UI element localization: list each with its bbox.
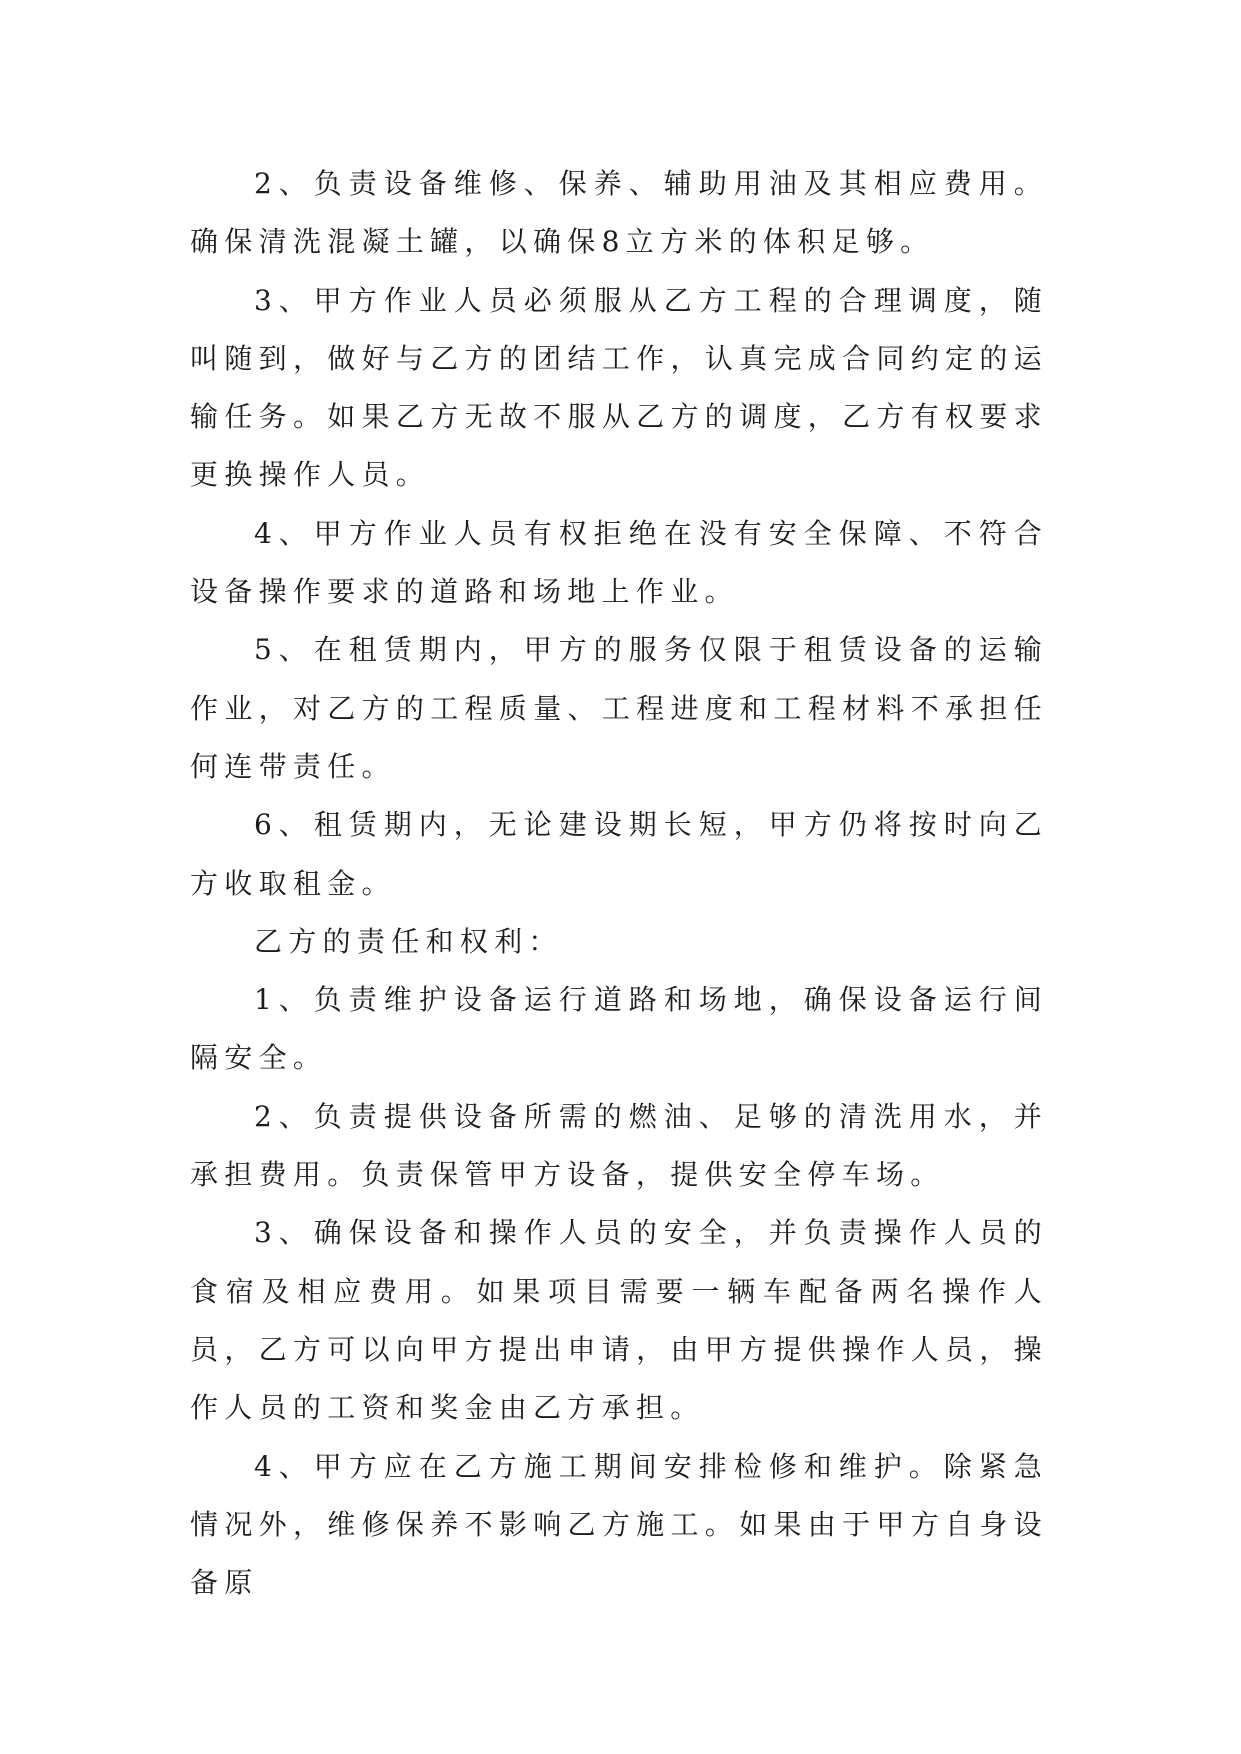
paragraph-party-a-duty-2: 2、负责设备维修、保养、辅助用油及其相应费用。确保清洗混凝土罐，以确保8立方米的体积足够。 (190, 167, 1048, 259)
paragraph-party-b-duty-1: 1、负责维护设备运行道路和场地，确保设备运行间隔安全。 (190, 983, 1048, 1075)
paragraph-party-a-duty-6: 6、租赁期内，无论建设期长短，甲方仍将按时向乙方收取租金。 (190, 808, 1048, 900)
paragraph-party-b-duty-2: 2、负责提供设备所需的燃油、足够的清洗用水，并承担费用。负责保管甲方设备，提供安全停车场。 (190, 1099, 1048, 1192)
paragraph-party-b-duty-3: 3、确保设备和操作人员的安全，并负责操作人员的食宿及相应费用。如果项目需要一辆车配备两名操作人员，乙方可以向甲方提出申请，由甲方提供操作人员，操作人员的工资和奖金由乙方承担。 (190, 1216, 1048, 1425)
document-body (190, 155, 1048, 1612)
paragraph-party-a-duty-3: 3、甲方作业人员必须服从乙方工程的合理调度，随叫随到，做好与乙方的团结工作，认真完成合同约定的运输任务。如果乙方无故不服从乙方的调度，乙方有权要求更换操作人员。 (190, 283, 1048, 492)
section-heading-party-b: 乙方的责任和权利： (254, 924, 563, 958)
paragraph-party-b-duty-4: 4、甲方应在乙方施工期间安排检修和维护。除紧急情况外，维修保养不影响乙方施工。如果由于甲方自身设备原 (190, 1449, 1048, 1600)
paragraph-party-a-duty-5: 5、在租赁期内，甲方的服务仅限于租赁设备的运输作业，对乙方的工程质量、工程进度和工程材料不承担任何连带责任。 (190, 633, 1048, 783)
paragraph-party-a-duty-4: 4、甲方作业人员有权拒绝在没有安全保障、不符合设备操作要求的道路和场地上作业。 (190, 516, 1048, 609)
